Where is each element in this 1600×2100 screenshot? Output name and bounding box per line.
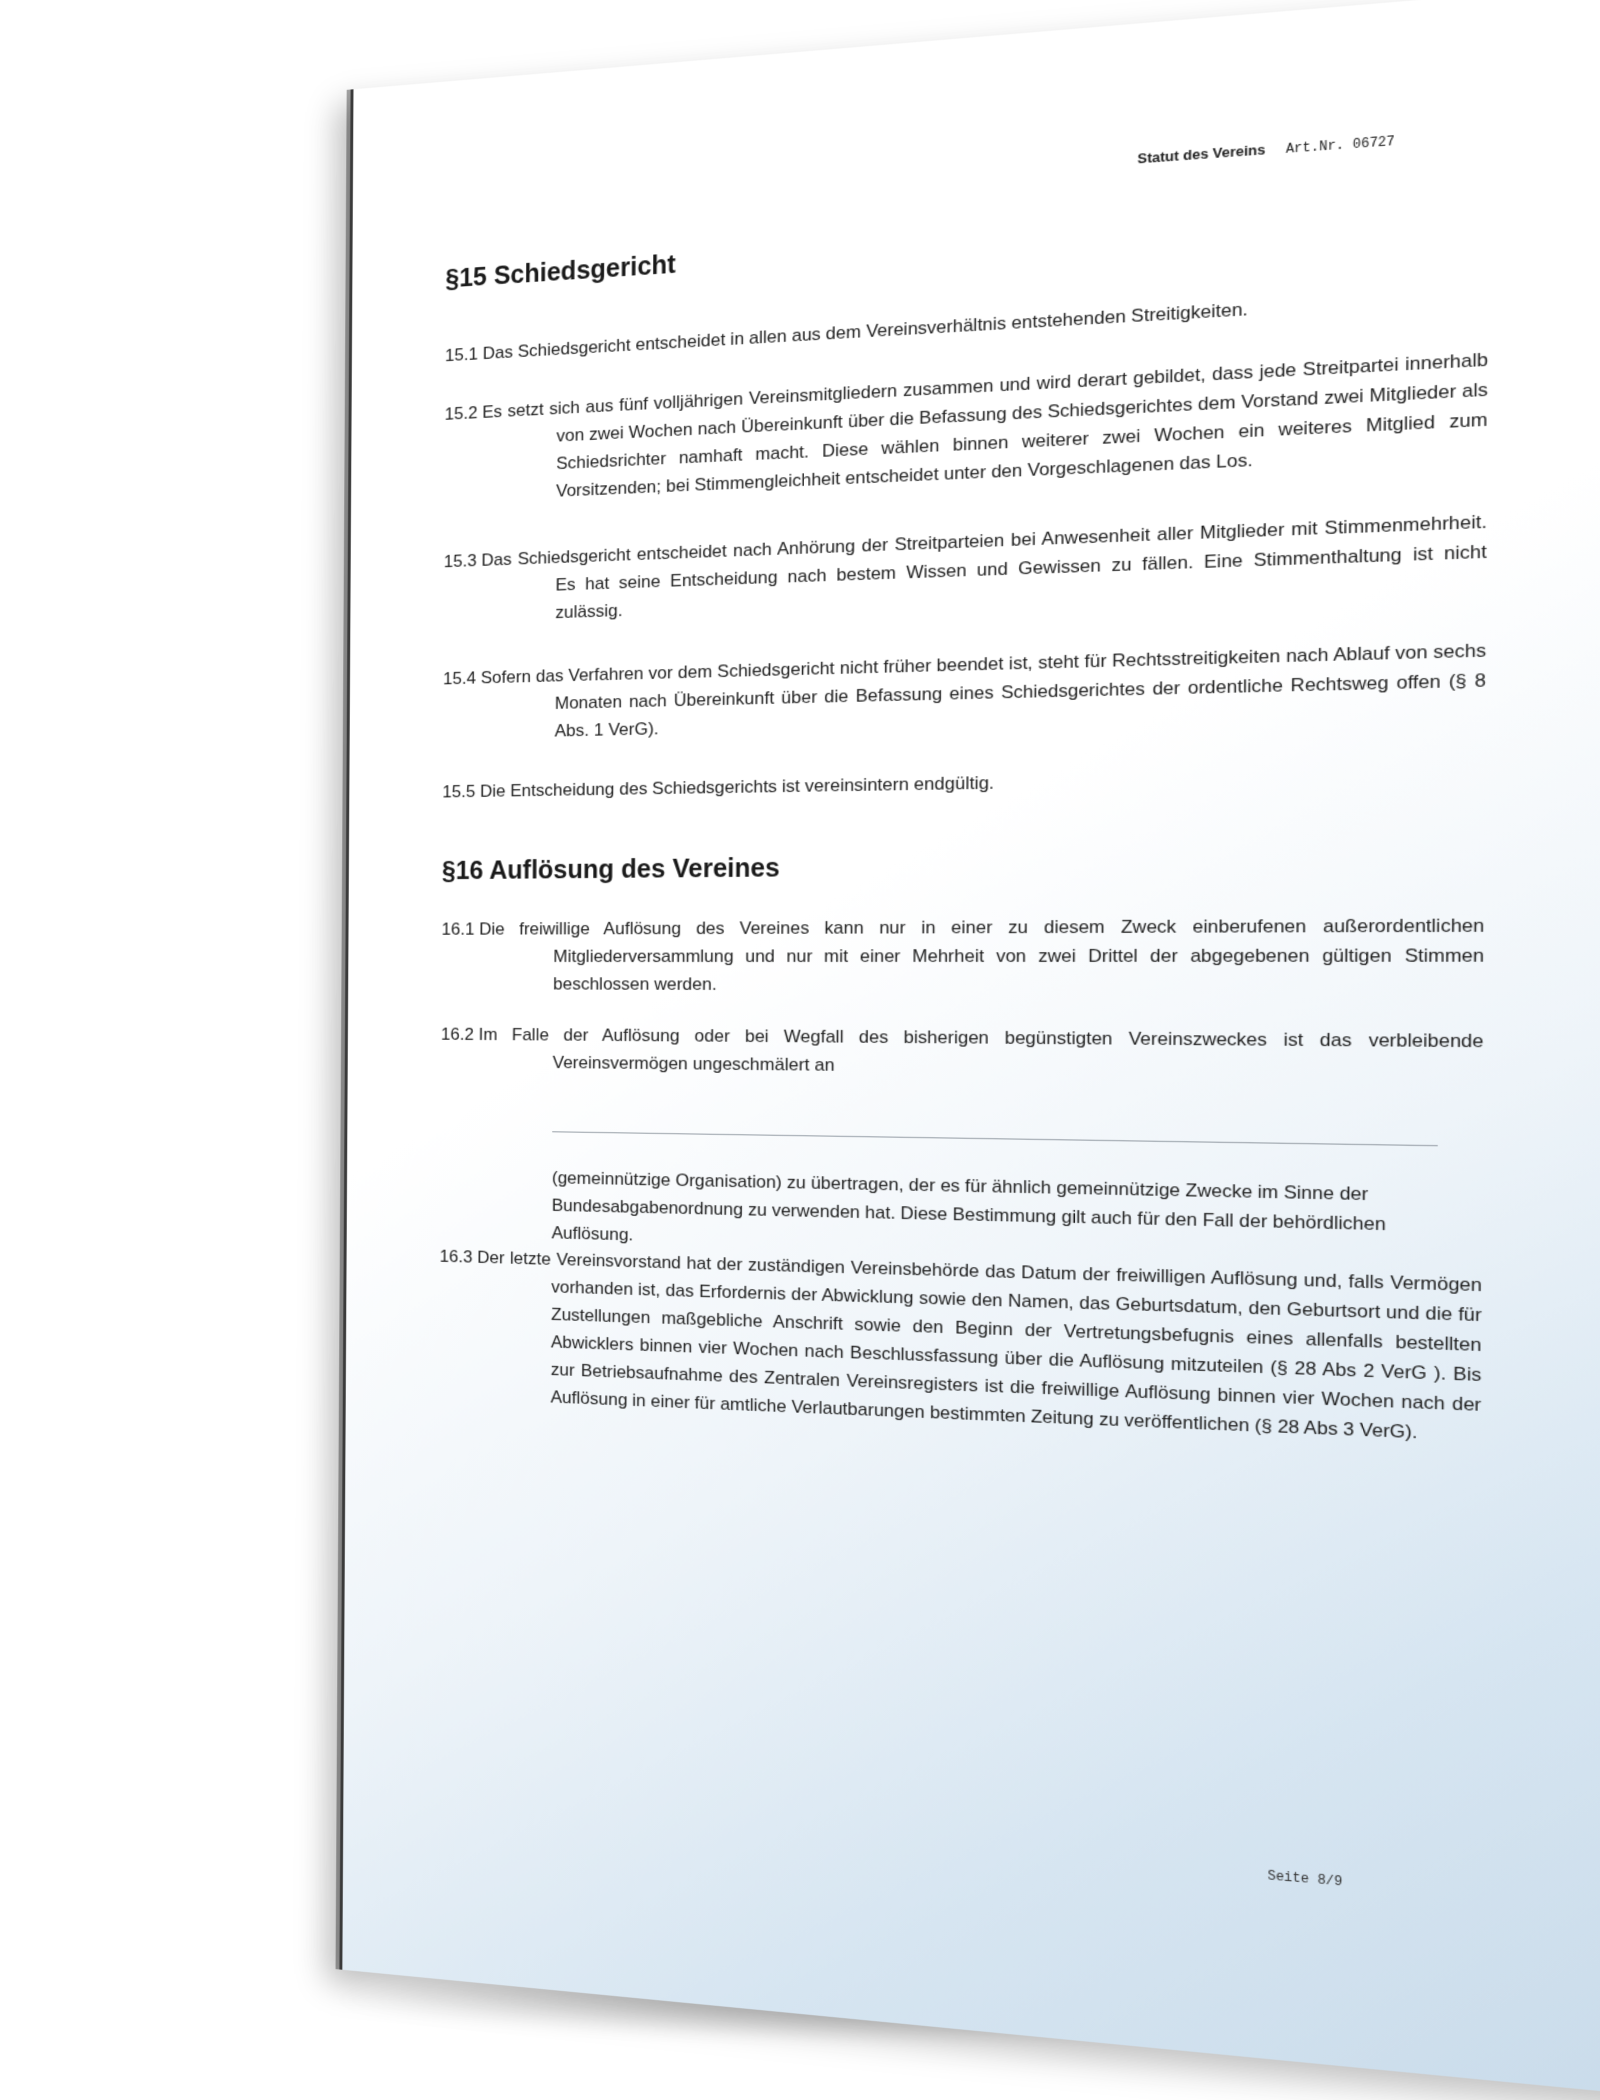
clause-16-3 <box>439 1243 1482 1450</box>
article-number: Art.Nr. 06727 <box>1285 134 1395 158</box>
clause-text: Das Schiedsgericht entscheidet in allen aus dem Vereinsverhältnis entstehenden Streitigkeiten. <box>482 298 1248 364</box>
page-number: Seite 8/9 <box>1267 1868 1343 1890</box>
clause-text: Es setzt sich aus fünf volljährigen Vereinsmitgliedern zusammen und wird derart gebildet, dass jede Streitpartei innerhalb von zwei Wochen nach Übereinkunft über die Befassung des Schiedsgerichtes dem Vorstand zwei Mitglieder als Schiedsrichter namhaft macht. Diese wählen binnen weiterer zwei Wochen ein weiteres Mitglied zum Vorsitzenden; bei Stimmengleichheit entscheidet unter den Vorgeschlagenen das Los. <box>482 349 1489 501</box>
clause-number: 16.2 <box>440 1024 474 1044</box>
document-title: Statut des Vereins <box>1137 141 1266 167</box>
clause-text: Das Schiedsgericht entscheidet nach Anhörung der Streitparteien bei Anwesenheit aller Mitglieder mit Stimmenmehrheit. Es hat seine Entscheidung nach bestem Wissen und Gewissen zu fällen. Eine Stimmenthaltung ist nicht zulässig. <box>481 511 1488 623</box>
clause-text: Sofern das Verfahren vor dem Schiedsgericht nicht früher beendet ist, steht für Rechtsstreitigkeiten nach Ablauf von sechs Monaten nach Übereinkunft über die Befassung eines Schiedsgerichtes der ordentliche Rechtsweg offen (§ 8 Abs. 1 VerG). <box>480 639 1487 741</box>
clause-16-1 <box>441 911 1484 1001</box>
clause-number: 15.1 <box>444 344 478 366</box>
clause-text: Der letzte Vereinsvorstand hat der zuständigen Vereinsbehörde das Datum der freiwilligen Auflösung und, falls Vermögen vorhanden ist, das Erfordernis der Abwicklung sowie den Namen, das Geburtsdatum, den Geburtsort und die für Zustellungen maßgebliche Anschrift sowie den Beginn der Vertretungsbefugnis eines allenfalls bestellten Abwicklers binnen vier Wochen nach Beschlussfassung über die Auflösung mitzuteilen (§ 28 Abs 2 VerG ). Bis zur Betriebsaufnahme des Zentralen Vereinsregisters ist die freiwillige Auflösung binnen vier Wochen nach der Auflösung in einer für amtliche Verlautbarungen bestimmten Zeitung zu veröffentlichen (§ 28 Abs 3 VerG). <box>477 1247 1483 1443</box>
page-header <box>1137 132 1394 168</box>
blank-fill-in-line[interactable] <box>552 1131 1438 1146</box>
section-title-15: §15 Schiedsgericht <box>445 250 676 294</box>
clause-15-4 <box>443 636 1487 747</box>
clause-number: 15.5 <box>442 781 476 802</box>
clause-15-5 <box>442 760 1485 806</box>
clause-number: 16.3 <box>439 1246 473 1267</box>
clause-number: 15.2 <box>444 402 478 424</box>
clause-15-3 <box>443 507 1487 630</box>
clause-text: Die freiwillige Auflösung des Vereines kann nur in einer zu diesem Zweck einberufenen außerordentlichen Mitgliederversammlung und nur mit einer Mehrheit von zwei Drittel der abgegebenen gültigen Stimmen beschlossen werden. <box>479 915 1485 995</box>
document-page: FORM blitz Statut des Vereins Art.Nr. 06727 §15 Schiedsgericht 15.1 Das Schiedsgericht entscheidet in allen aus dem Vereinsverhältnis entstehenden Streitigkeiten. 15.2 Es setzt sich aus fünf volljährigen Vereinsmitgliedern zusammen und wird derart gebildet, dass jede Streitpartei innerhalb von zwei Wochen nach Übereinkunft über die Befassung des Schiedsgerichtes dem Vorstand zwei Mitglieder als Schiedsrichter namhaft macht. Diese wählen binnen weiterer zwei Wochen ein weiteres Mitglied zum Vorsitzenden; bei Stimmengleichheit entscheidet unter den Vorgeschlagenen das Los. 15.3 Das Schiedsgericht entscheidet nach Anhörung der Streitparteien bei Anwesenheit aller Mitglieder mit Stimmenmehrheit. Es hat seine Entscheidung nach bestem Wissen und Gewissen zu fällen. Eine Stimmenthaltung ist nicht zulässig. 15.4 Sofern das Verfahren vor dem Schiedsgericht nicht früher beendet ist, steht für Rechtsstreitigkeiten nach Ablauf von sechs Monaten nach Übereinkunft über die Befassung eines Schiedsgerichtes der ordentliche Rechtsweg offen (§ 8 Abs. 1 VerG). 15.5 Die Entscheidung des Schiedsgerichts ist vereinsintern endgültig. §16 Auflösung des Vereines 16.1 Die freiwillige Auflösung des Vereines kann nur in einer zu diesem Zweck einberufenen außerordentlichen Mitgliederversammlung und nur mit einer Mehrheit von zwei Drittel der abgegebenen gültigen Stimmen beschlossen werden. 16.2 Im Falle der Auflösung oder bei Wegfall des bisherigen begünstigten Vereinszweckes ist das verbleibende Vereinsvermögen ungeschmälert an (gemeinnützige Organisation) zu übertragen, der es für ähnlich gemeinnützige Zwecke im Sinne der Bundesabgabenordnung zu verwenden hat. Diese Bestimmung gilt auch für den Fall der behördlichen Auflösung. 16.3 Der letzte Vereinsvorstand hat der zuständigen Vereinsbehörde das Datum der freiwilligen Auflösung und, falls Vermögen vorhanden ist, das Erfordernis der Abwicklung sowie den Namen, das Geburtsdatum, den Geburtsort und die für Zustellungen maßgebliche Anschrift sowie den Beginn der Vertretungsbefugnis eines allenfalls bestellten Abwicklers binnen vier Wochen nach Beschlussfassung über die Auflösung mitzuteilen (§ 28 Abs 2 VerG ). Bis zur Betriebsaufnahme des Zentralen Vereinsregisters ist die freiwillige Auflösung binnen vier Wochen nach der Auflösung in einer für amtliche Verlautbarungen bestimmten Zeitung zu veröffentlichen (§ 28 Abs 3 VerG). Seite 8/9 <box>339 0 1600 2098</box>
clause-number: 15.3 <box>443 550 477 572</box>
clause-text: Im Falle der Auflösung oder bei Wegfall des bisherigen begünstigten Vereinszweckes ist das verbleibende Vereinsvermögen ungeschmälert an <box>478 1024 1484 1075</box>
clause-16-2-continuation: (gemeinnützige Organisation) zu übertragen, der es für ähnlich gemeinnützige Zwecke im Sinne der Bundesabgabenordnung zu verwenden hat. Diese Bestimmung gilt auch für den Fall der behördlichen Auflösung. <box>551 1167 1386 1245</box>
clause-15-2 <box>444 345 1488 510</box>
section-title-16: §16 Auflösung des Vereines <box>441 853 780 886</box>
clause-16-2 <box>441 1021 1484 1086</box>
clause-text: Die Entscheidung des Schiedsgerichts ist vereinsintern endgültig. <box>480 772 995 801</box>
clause-number: 16.1 <box>441 919 475 939</box>
clause-number: 15.4 <box>443 668 476 689</box>
